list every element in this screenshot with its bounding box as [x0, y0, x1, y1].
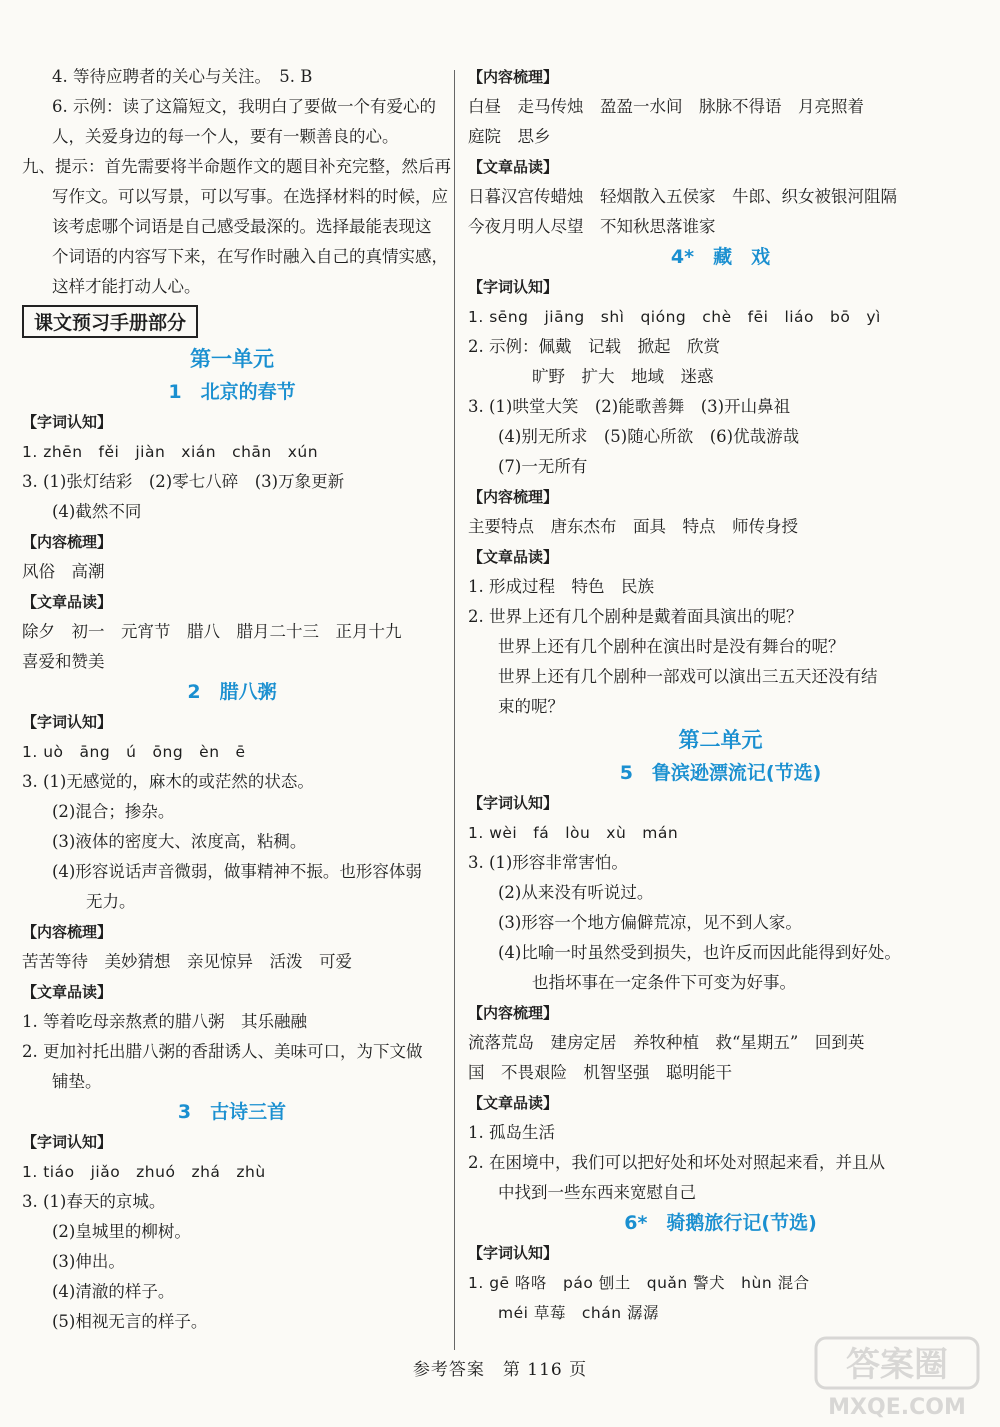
answer-line: (5)相视无言的样子。: [52, 1312, 208, 1331]
section-tag: 【内容梳理】: [468, 1004, 559, 1022]
section-title: 课文预习手册部分: [22, 305, 198, 338]
answer-line: (4)比喻一时虽然受到损失，也许反而因此能得到好处。: [498, 943, 901, 962]
lesson-title: 3 古诗三首: [177, 1101, 287, 1123]
answer-line: 铺垫。: [52, 1072, 102, 1091]
section-tag: 【字词认知】: [468, 794, 559, 812]
column-divider: [454, 70, 455, 1350]
answer-line: 除夕 初一 元宵节 腊八 腊月二十三 正月十九: [22, 622, 402, 641]
section-tag: 【内容梳理】: [468, 488, 559, 506]
answer-line: 3. (1)无感觉的，麻木的或茫然的状态。: [22, 772, 314, 791]
section-tag: 【文章品读】: [22, 593, 113, 611]
answer-line: (3)形容一个地方偏僻荒凉，见不到人家。: [498, 913, 802, 932]
pinyin-line: 1. wèi fá lòu xù mán: [468, 824, 679, 842]
answer-line: 风俗 高潮: [22, 562, 105, 581]
answer-line: (4)别无所求 (5)随心所欲 (6)优哉游哉: [498, 427, 800, 446]
section-tag: 【字词认知】: [468, 278, 559, 296]
section-tag: 【字词认知】: [22, 713, 113, 731]
section-tag: 【字词认知】: [22, 1133, 113, 1151]
answer-line: 3. (1)形容非常害怕。: [468, 853, 628, 872]
answer-line: 1. 孤岛生活: [468, 1123, 555, 1142]
answer-line: 3. (1)哄堂大笑 (2)能歌善舞 (3)开山鼻祖: [468, 397, 791, 416]
answer-line: 6. 示例：读了这篇短文，我明白了要做一个有爱心的: [52, 97, 436, 116]
answer-line: 2. 在困境中，我们可以把好处和坏处对照起来看，并且从: [468, 1153, 885, 1172]
svg-text:MXQE.COM: MXQE.COM: [828, 1395, 966, 1420]
answer-line: 今夜月明人尽望 不知秋思落谁家: [468, 217, 716, 236]
lesson-title: 2 腊八粥: [187, 681, 277, 703]
watermark-logo: [812, 1332, 982, 1422]
pinyin-line: méi 草莓 chán 潺潺: [498, 1304, 659, 1322]
answer-line: (3)伸出。: [52, 1252, 125, 1271]
answer-line: (2)从来没有听说过。: [498, 883, 654, 902]
section-tag: 【文章品读】: [468, 548, 559, 566]
answer-line: 无力。: [86, 892, 136, 911]
section-tag: 【文章品读】: [468, 158, 559, 176]
answer-line: (3)液体的密度大、浓度高，粘稠。: [52, 832, 307, 851]
answer-line: 个词语的内容写下来，在写作时融入自己的真情实感，: [52, 247, 448, 266]
unit-title: 第一单元: [190, 347, 274, 371]
answer-line: 九、提示：首先需要将半命题作文的题目补充完整，然后再: [22, 157, 451, 176]
lesson-title: 5 鲁滨逊漂流记(节选): [619, 762, 822, 784]
answer-line: 写作文。可以写景，可以写事。在选择材料的时候，应: [52, 187, 448, 206]
answer-line: 世界上还有几个剧种在演出时是没有舞台的呢？: [498, 637, 845, 656]
answer-line: (4)截然不同: [52, 502, 142, 521]
answer-line: 白昼 走马传烛 盈盈一水间 脉脉不得语 月亮照着: [468, 97, 864, 116]
answer-line: 人，关爱身边的每一个人，要有一颗善良的心。: [52, 127, 399, 146]
answer-line: (2)皇城里的柳树。: [52, 1222, 191, 1241]
section-tag: 【字词认知】: [22, 413, 113, 431]
left-column: [22, 62, 451, 1337]
answer-line: 喜爱和赞美: [22, 652, 105, 671]
answer-line: 2. 更加衬托出腊八粥的香甜诱人、美味可口，为下文做: [22, 1042, 423, 1061]
section-tag: 【文章品读】: [468, 1094, 559, 1112]
lesson-title: 1 北京的春节: [168, 381, 296, 403]
answer-line: 苦苦等待 美妙猜想 亲见惊异 活泼 可爱: [22, 952, 352, 971]
section-tag: 【内容梳理】: [468, 68, 559, 86]
section-tag: 【文章品读】: [22, 983, 113, 1001]
answer-line: 庭院 思乡: [468, 127, 551, 146]
svg-text:答案圈: 答案圈: [846, 1345, 948, 1385]
answer-line: 主要特点 唐东杰布 面具 特点 师传身授: [468, 517, 798, 536]
answer-line: 束的呢？: [498, 697, 564, 716]
pinyin-line: 1. zhēn fěi jiàn xián chān xún: [22, 443, 319, 461]
answer-line: 该考虑哪个词语是自己感受最深的。选择最能表现这: [52, 217, 432, 236]
answer-line: 这样才能打动人心。: [52, 277, 201, 296]
pinyin-line: 1. tiáo jiǎo zhuó zhá zhù: [22, 1163, 266, 1181]
answer-line: (7)一无所有: [498, 457, 588, 476]
answer-line: 国 不畏艰险 机智坚强 聪明能干: [468, 1063, 732, 1082]
lesson-title: 6* 骑鹅旅行记(节选): [624, 1212, 817, 1234]
lesson-title: 4* 藏 戏: [670, 246, 771, 268]
answer-line: 4. 等待应聘者的关心与关注。 5. B: [52, 67, 313, 86]
answer-line: 世界上还有几个剧种一部戏可以演出三五天还没有结: [498, 667, 878, 686]
page-footer: 参考答案 第 116 页: [412, 1360, 588, 1380]
right-column: [468, 62, 973, 1328]
answer-line: (2)混合；掺杂。: [52, 802, 175, 821]
answer-line: 也指坏事在一定条件下可变为好事。: [532, 973, 796, 992]
answer-line: 1. 形成过程 特色 民族: [468, 577, 654, 596]
answer-line: 旷野 扩大 地域 迷惑: [532, 367, 714, 386]
answer-line: 2. 世界上还有几个剧种是戴着面具演出的呢？: [468, 607, 803, 626]
answer-line: 3. (1)春天的京城。: [22, 1192, 166, 1211]
answer-line: 1. 等着吃母亲熬煮的腊八粥 其乐融融: [22, 1012, 307, 1031]
answer-line: 2. 示例：佩戴 记载 掀起 欣赏: [468, 337, 720, 356]
section-tag: 【内容梳理】: [22, 923, 113, 941]
pinyin-line: 1. gē 咯咯 páo 刨土 quǎn 警犬 hùn 混合: [468, 1274, 810, 1292]
section-tag: 【内容梳理】: [22, 533, 113, 551]
section-tag: 【字词认知】: [468, 1244, 559, 1262]
section-header: [22, 302, 442, 341]
unit-title: 第二单元: [678, 728, 763, 752]
answer-line: (4)清澈的样子。: [52, 1282, 175, 1301]
answer-line: 3. (1)张灯结彩 (2)零七八碎 (3)万象更新: [22, 472, 345, 491]
answer-line: (4)形容说话声音微弱，做事精神不振。也形容体弱: [52, 862, 422, 881]
pinyin-line: 1. uò āng ú ōng èn ē: [22, 743, 246, 761]
answer-line: 日暮汉宫传蜡烛 轻烟散入五侯家 牛郎、织女被银河阻隔: [468, 187, 897, 206]
answer-line: 流落荒岛 建房定居 养牧种植 救“星期五” 回到英: [468, 1033, 865, 1052]
answer-line: 中找到一些东西来宽慰自己: [498, 1183, 696, 1202]
pinyin-line: 1. sēng jiāng shì qióng chè fēi liáo bō yì: [468, 308, 881, 326]
